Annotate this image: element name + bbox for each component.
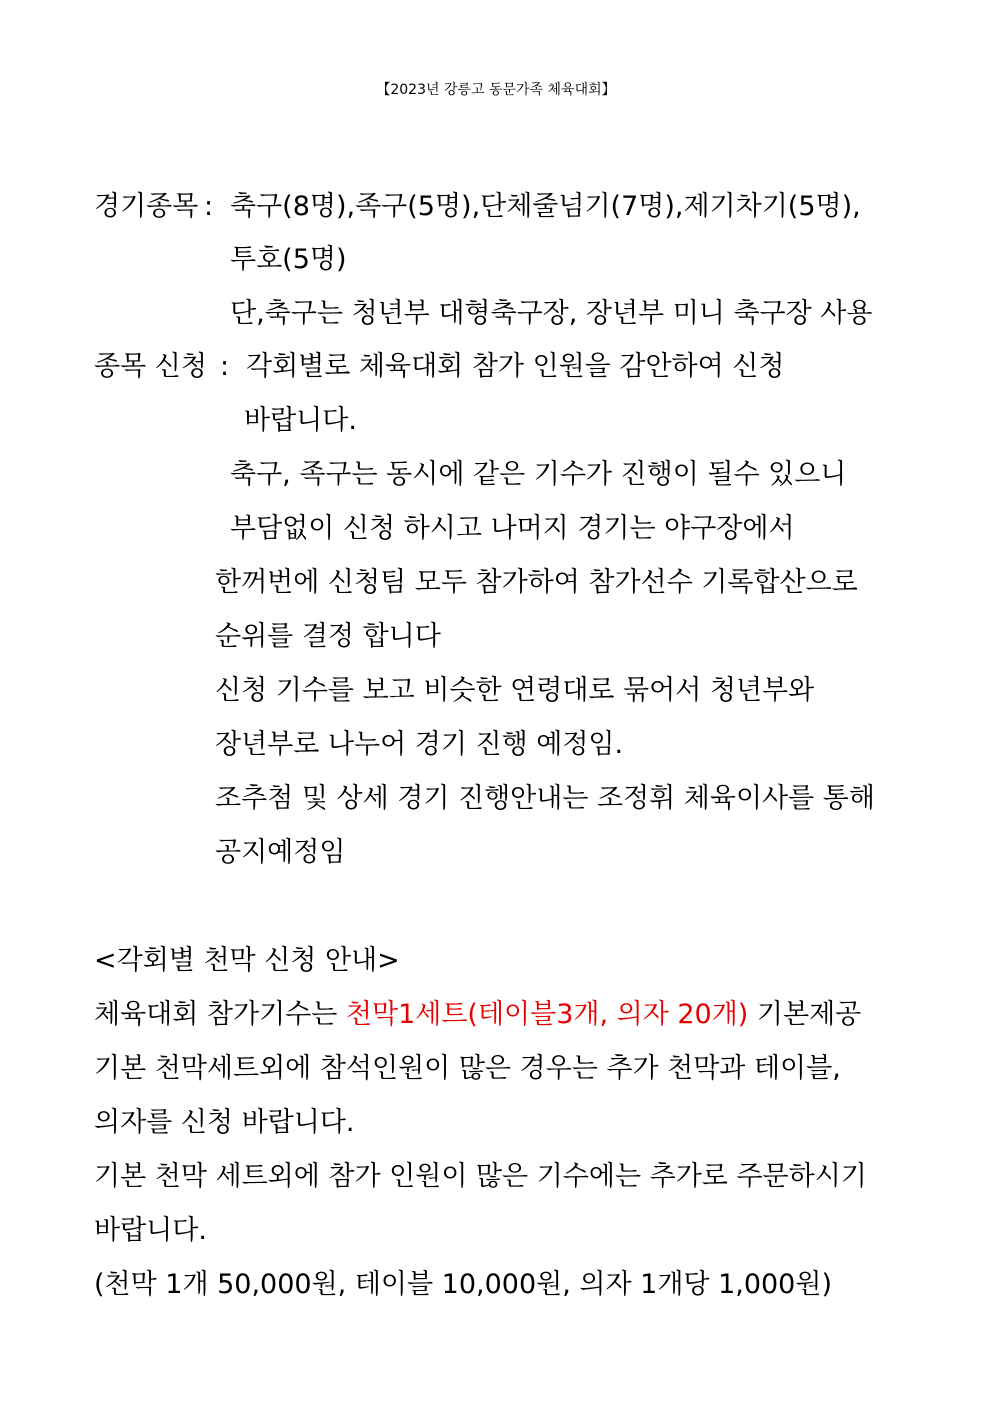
tent-paragraph-4: 기본 천막 세트외에 참가 인원이 많은 기수에는 추가로 주문하시기 (94, 1161, 867, 1192)
tent-paragraph-2: 기본 천막세트외에 참석인원이 많은 경우는 추가 천막과 테이블, (94, 1053, 841, 1084)
application-label: 종목 신청 (94, 351, 207, 382)
application-line-2: 바랍니다. (244, 405, 357, 436)
events-label: 경기종목 (94, 191, 199, 222)
tent-paragraph-5: 바랍니다. (94, 1215, 207, 1246)
tent-heading: <각회별 천막 신청 안내> (94, 945, 400, 976)
document-title: 【2023년 강릉고 동문가족 체육대회】 (376, 82, 616, 98)
tent-prices: (천막 1개 50,000원, 테이블 10,000원, 의자 1개당 1,000원) (94, 1269, 832, 1300)
application-line-10: 공지예정임 (215, 837, 346, 868)
tent-paragraph-3: 의자를 신청 바랍니다. (94, 1107, 355, 1138)
tent-paragraph-1 (94, 998, 861, 1032)
events-line-1: 축구(8명),족구(5명),단체줄넘기(7명),제기차기(5명), (230, 191, 861, 222)
application-line-4: 부담없이 신청 하시고 나머지 경기는 야구장에서 (230, 513, 795, 544)
tent-highlight: 천막1세트(테이블3개, 의자 20개) (345, 999, 749, 1030)
tent-p1-after: 기본제공 (748, 999, 862, 1030)
application-line-8: 장년부로 나누어 경기 진행 예정임. (215, 729, 624, 760)
events-colon: : (204, 191, 214, 222)
application-line-9: 조추첨 및 상세 경기 진행안내는 조정휘 체육이사를 통해 (215, 783, 875, 814)
application-colon: : (220, 351, 230, 382)
application-line-5: 한꺼번에 신청팀 모두 참가하여 참가선수 기록합산으로 (215, 567, 858, 598)
application-line-3: 축구, 족구는 동시에 같은 기수가 진행이 될수 있으니 (230, 459, 847, 490)
events-line-2: 투호(5명) (230, 244, 347, 275)
events-line-3: 단,축구는 청년부 대형축구장, 장년부 미니 축구장 사용 (230, 298, 873, 329)
application-line-7: 신청 기수를 보고 비슷한 연령대로 묶어서 청년부와 (215, 675, 815, 706)
tent-p1-text: 체육대회 참가기수는 (94, 999, 346, 1030)
application-line-6: 순위를 결정 합니다 (215, 621, 441, 652)
application-line-1: 각회별로 체육대회 참가 인원을 감안하여 신청 (246, 351, 785, 382)
